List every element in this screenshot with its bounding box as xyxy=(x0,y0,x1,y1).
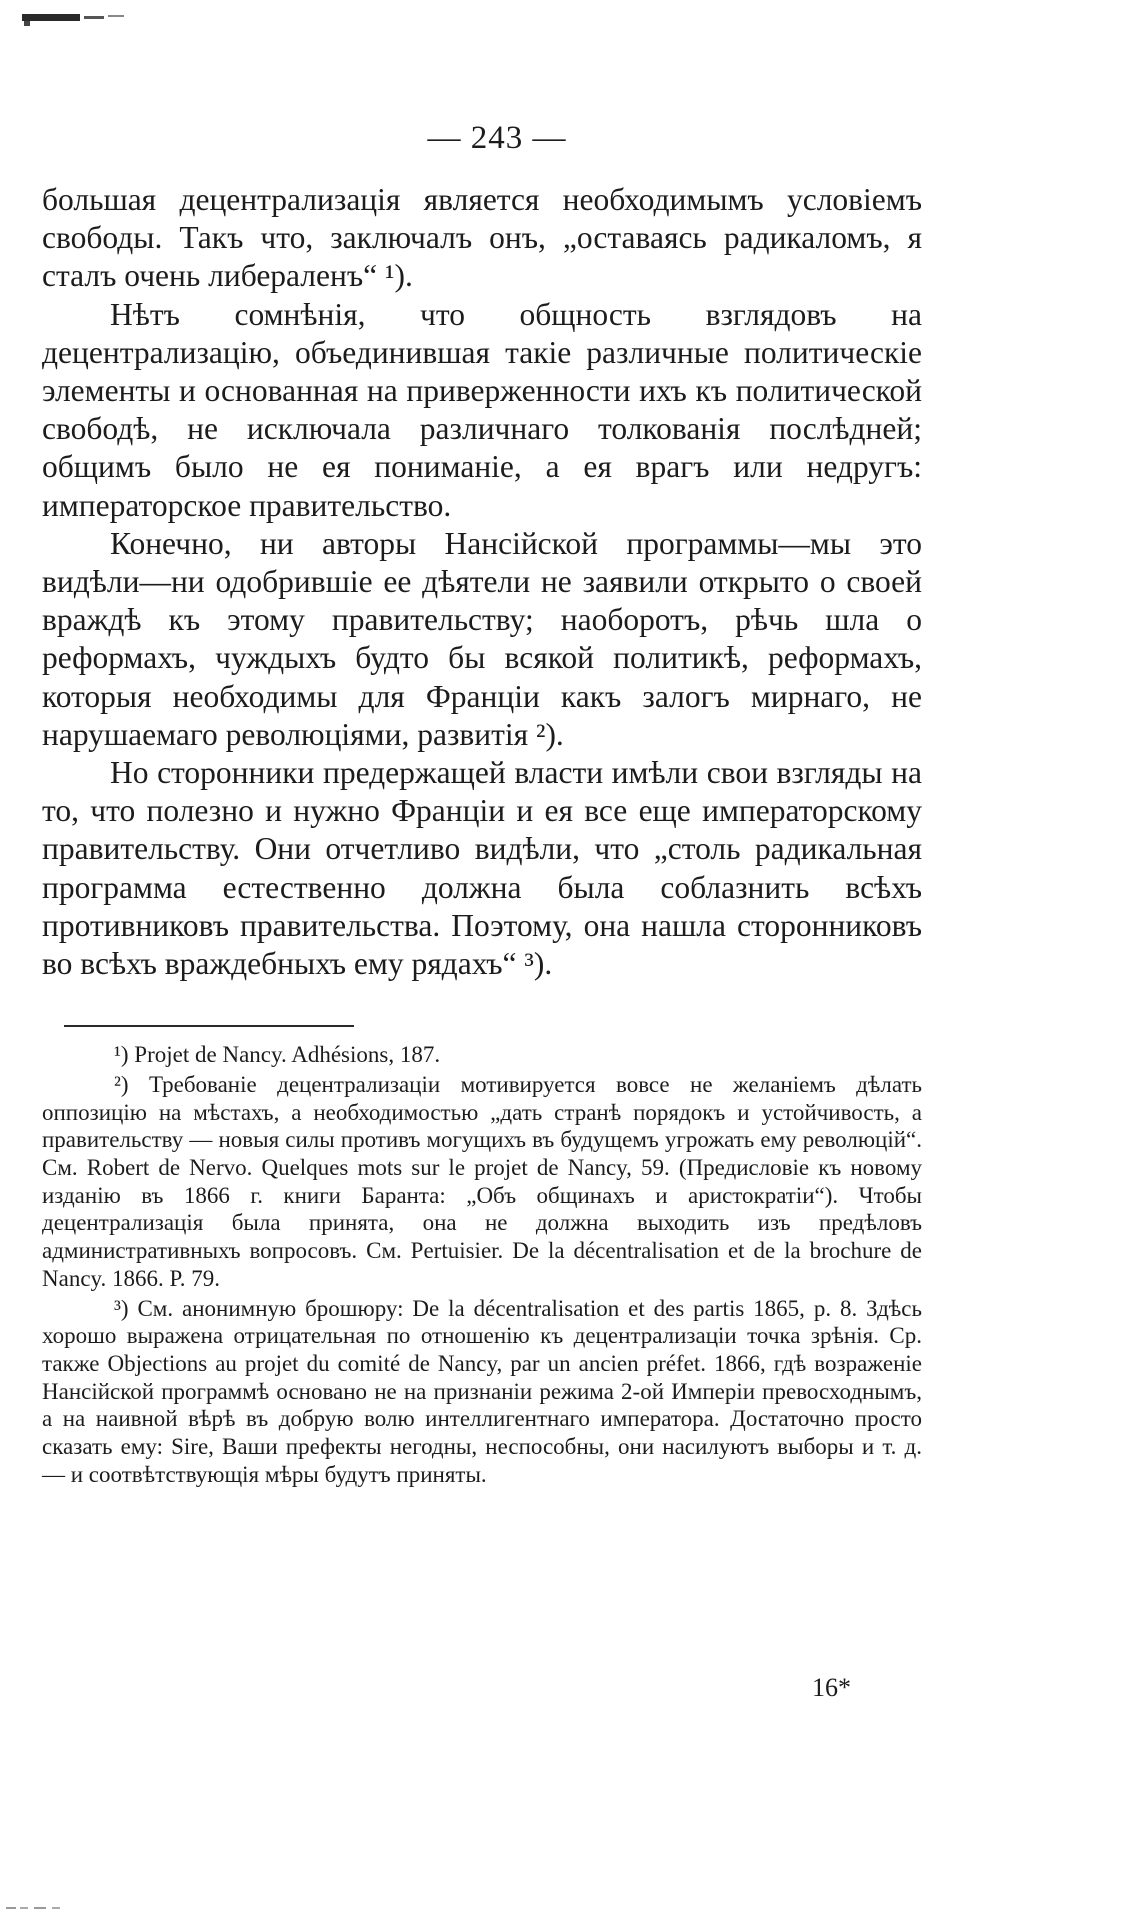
footnote: ¹) Projet de Nancy. Adhésions, 187. xyxy=(114,1042,441,1068)
footnote-divider xyxy=(64,1025,354,1027)
page-number: — 243 — xyxy=(427,120,567,156)
page-content xyxy=(42,120,922,1489)
printer-signature-mark: 16* xyxy=(812,1673,851,1702)
footnote: ²) Требованіе децентрализаціи мотивируется вовсе не желаніемъ дѣлать оппозицію на мѣстахъ, а необходимостью „дать странѣ порядокъ и устойчивость, а правительству — новыя силы противъ могущихъ въ будущемъ угрожать ему революцій“. См. Robert de Nervo. Quelques mots sur le projet de Nancy, 59. (Предисловіе къ новому изданію въ 1866 г. книги Баранта: „Объ общинахъ и аристократіи“). Чтобы децентрализація была принята, она не должна выходить изъ предѣловъ административныхъ вопросовъ. См. Pertuisier. De la décentralisation et de la brochure de Nancy. 1866. P. 79. xyxy=(42,1071,922,1291)
paragraph: Но сторонники предержащей власти имѣли свои взгляды на то, что полезно и нужно Франціи и ея все еще императорскому правительству. Они отчетливо видѣли, что „столь радикальная программа естественно должна была соблазнить всѣхъ противниковъ правительства. Поэтому, она нашла сторонниковъ во всѣхъ враждебныхъ ему рядахъ“ ³). xyxy=(42,755,922,982)
paragraph: Нѣтъ сомнѣнія, что общность взглядовъ на децентрализацію, объединившая такіе различные политическіе элементы и основанная на приверженности ихъ къ политической свободѣ, не исключала различнаго толкованія послѣдней; общимъ было не ея пониманіе, а ея врагъ или недругъ: императорское правительство. xyxy=(42,296,922,523)
paragraph: Конечно, ни авторы Нансійской программы—мы это видѣли—ни одобрившіе ее дѣятели не заявили открыто о своей враждѣ къ этому правительству; наоборотъ, рѣчь шла о реформахъ, чуждыхъ будто бы всякой политикѣ, реформахъ, которыя необходимы для Франціи какъ залогъ мирнаго, не нарушаемаго революціями, развитія ²). xyxy=(42,525,922,752)
scan-artifact-bottom xyxy=(6,1904,76,1912)
scan-artifact-top xyxy=(22,12,126,26)
footnote: ³) См. анонимную брошюру: De la décentralisation et des partis 1865, p. 8. Здѣсь хорошо выражена отрицательная по отношенію къ децентрализаціи точка зрѣнія. Ср. также Objections au projet du comité de Nancy, par un ancien préfet. 1866, гдѣ возраженіе Нансійской программѣ основано не на признаніи режима 2-ой Имперіи превосходнымъ, а на наивной вѣрѣ въ добрую волю интеллигентнаго императора. Достаточно просто сказать ему: Sire, Ваши префекты негодны, неспособны, они насилуютъ выборы и т. д. — и соотвѣтствующія мѣры будутъ приняты. xyxy=(42,1295,922,1487)
paragraph-continuation: большая децентрализація является необходимымъ условіемъ свободы. Такъ что, заключалъ онъ, „оставаясь радикаломъ, я сталъ очень либераленъ“ ¹). xyxy=(42,182,922,294)
